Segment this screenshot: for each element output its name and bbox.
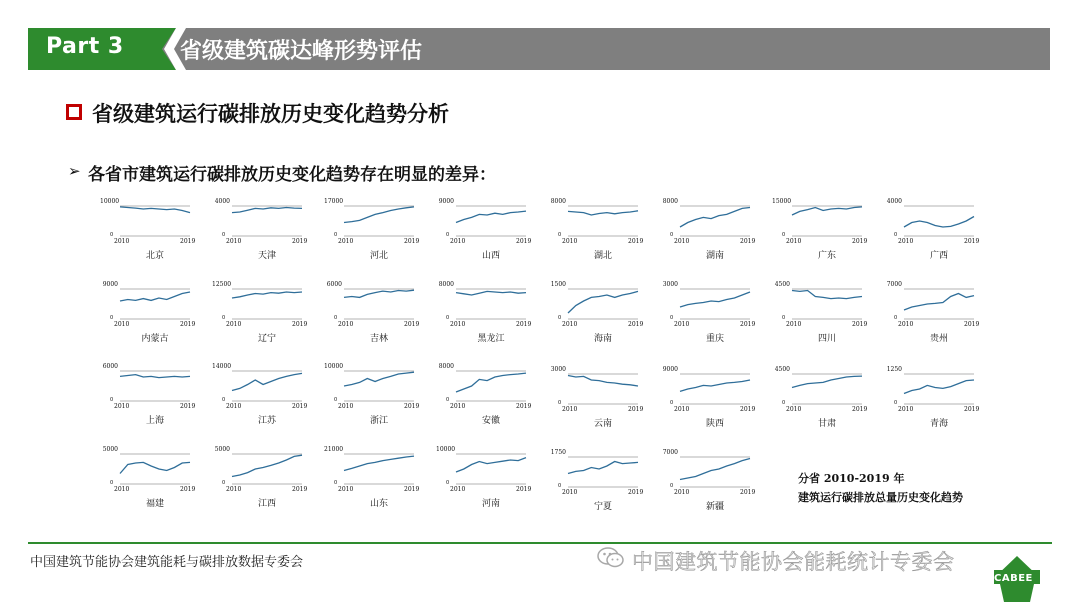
x-start-label: 2010 bbox=[562, 238, 578, 245]
x-end-label: 2019 bbox=[180, 321, 196, 328]
y-zero-label: 0 bbox=[334, 232, 338, 238]
y-max-label: 10000 bbox=[436, 446, 456, 453]
series-line-甘肃 bbox=[792, 376, 862, 387]
province-chart bbox=[324, 281, 420, 347]
x-end-label: 2019 bbox=[852, 321, 868, 328]
province-chart bbox=[100, 363, 196, 429]
series-line-黑龙江 bbox=[456, 291, 526, 295]
x-start-label: 2010 bbox=[226, 238, 242, 245]
series-line-浙江 bbox=[344, 372, 414, 386]
province-name: 贵州 bbox=[929, 334, 948, 344]
province-chart bbox=[660, 281, 756, 347]
series-line-河南 bbox=[456, 458, 526, 472]
province-name: 浙江 bbox=[369, 416, 388, 426]
x-end-label: 2019 bbox=[628, 406, 644, 413]
y-max-label: 6000 bbox=[326, 281, 342, 288]
y-max-label: 4000 bbox=[214, 198, 230, 205]
series-line-云南 bbox=[568, 376, 638, 387]
series-line-上海 bbox=[120, 375, 190, 378]
x-end-label: 2019 bbox=[180, 238, 196, 245]
series-line-天津 bbox=[232, 208, 302, 213]
x-end-label: 2019 bbox=[964, 321, 980, 328]
x-start-label: 2010 bbox=[338, 238, 354, 245]
province-chart bbox=[324, 198, 420, 264]
y-max-label: 8000 bbox=[662, 198, 678, 205]
y-max-label: 4000 bbox=[886, 198, 902, 205]
y-max-label: 4500 bbox=[774, 366, 790, 373]
province-chart bbox=[100, 281, 196, 347]
x-start-label: 2010 bbox=[226, 321, 242, 328]
x-end-label: 2019 bbox=[404, 403, 420, 410]
province-chart bbox=[548, 198, 644, 264]
x-end-label: 2019 bbox=[740, 238, 756, 245]
x-end-label: 2019 bbox=[516, 238, 532, 245]
y-max-label: 1500 bbox=[550, 281, 566, 288]
watermark-text: 中国建筑节能协会能耗统计专委会 bbox=[632, 550, 955, 574]
logo-text: CABEE bbox=[994, 573, 1033, 584]
y-max-label: 10000 bbox=[324, 363, 344, 370]
province-chart bbox=[660, 198, 756, 264]
province-chart bbox=[660, 449, 756, 515]
bullet-arrow-icon: ➢ bbox=[68, 162, 81, 180]
x-end-label: 2019 bbox=[404, 321, 420, 328]
x-end-label: 2019 bbox=[740, 489, 756, 496]
series-line-湖南 bbox=[680, 208, 750, 228]
x-start-label: 2010 bbox=[786, 406, 802, 413]
province-chart bbox=[212, 363, 308, 429]
slide-header bbox=[28, 28, 1050, 70]
y-max-label: 9000 bbox=[662, 366, 678, 373]
y-zero-label: 0 bbox=[222, 315, 226, 321]
x-end-label: 2019 bbox=[852, 406, 868, 413]
province-name: 青海 bbox=[929, 419, 948, 429]
x-end-label: 2019 bbox=[292, 486, 308, 493]
province-chart bbox=[436, 363, 532, 429]
series-line-陕西 bbox=[680, 380, 750, 391]
y-zero-label: 0 bbox=[558, 315, 562, 321]
province-name: 广东 bbox=[817, 251, 836, 261]
province-name: 北京 bbox=[145, 251, 164, 261]
province-chart bbox=[884, 281, 980, 347]
y-max-label: 5000 bbox=[102, 446, 118, 453]
y-max-label: 4500 bbox=[774, 281, 790, 288]
y-zero-label: 0 bbox=[110, 480, 114, 486]
y-zero-label: 0 bbox=[110, 397, 114, 403]
province-name: 河北 bbox=[369, 251, 388, 261]
x-start-label: 2010 bbox=[114, 321, 130, 328]
province-name: 辽宁 bbox=[257, 334, 276, 344]
y-zero-label: 0 bbox=[558, 232, 562, 238]
series-line-重庆 bbox=[680, 292, 750, 307]
y-zero-label: 0 bbox=[446, 397, 450, 403]
y-zero-label: 0 bbox=[670, 232, 674, 238]
x-start-label: 2010 bbox=[674, 489, 690, 496]
province-chart bbox=[212, 446, 308, 512]
province-chart bbox=[772, 366, 868, 432]
x-start-label: 2010 bbox=[786, 321, 802, 328]
x-start-label: 2010 bbox=[562, 406, 578, 413]
x-start-label: 2010 bbox=[786, 238, 802, 245]
x-end-label: 2019 bbox=[628, 238, 644, 245]
x-start-label: 2010 bbox=[226, 403, 242, 410]
y-zero-label: 0 bbox=[894, 400, 898, 406]
y-zero-label: 0 bbox=[894, 232, 898, 238]
y-zero-label: 0 bbox=[446, 480, 450, 486]
x-end-label: 2019 bbox=[516, 486, 532, 493]
x-end-label: 2019 bbox=[628, 489, 644, 496]
x-end-label: 2019 bbox=[516, 321, 532, 328]
province-chart bbox=[324, 446, 420, 512]
series-line-山东 bbox=[344, 456, 414, 470]
x-end-label: 2019 bbox=[180, 403, 196, 410]
chart-caption-line2: 建筑运行碳排放总量历史变化趋势 bbox=[798, 491, 963, 504]
series-line-贵州 bbox=[904, 294, 974, 311]
y-max-label: 8000 bbox=[438, 281, 454, 288]
y-max-label: 1250 bbox=[886, 366, 902, 373]
series-line-北京 bbox=[120, 207, 190, 213]
province-chart bbox=[548, 449, 644, 515]
province-name: 湖北 bbox=[593, 251, 612, 261]
x-start-label: 2010 bbox=[114, 238, 130, 245]
y-max-label: 17000 bbox=[324, 198, 344, 205]
y-max-label: 12500 bbox=[212, 281, 232, 288]
y-max-label: 21000 bbox=[324, 446, 344, 453]
x-end-label: 2019 bbox=[740, 321, 756, 328]
province-chart bbox=[884, 366, 980, 432]
province-name: 黑龙江 bbox=[477, 334, 505, 344]
series-line-山西 bbox=[456, 211, 526, 222]
x-start-label: 2010 bbox=[450, 486, 466, 493]
province-chart bbox=[660, 366, 756, 432]
y-max-label: 7000 bbox=[662, 449, 678, 456]
province-name: 江苏 bbox=[257, 416, 276, 426]
province-chart bbox=[548, 281, 644, 347]
y-max-label: 1750 bbox=[550, 449, 566, 456]
y-max-label: 8000 bbox=[550, 198, 566, 205]
x-start-label: 2010 bbox=[674, 238, 690, 245]
x-end-label: 2019 bbox=[180, 486, 196, 493]
series-line-新疆 bbox=[680, 459, 750, 480]
province-chart bbox=[100, 446, 196, 512]
province-name: 陕西 bbox=[705, 419, 724, 429]
province-name: 广西 bbox=[929, 251, 948, 261]
x-end-label: 2019 bbox=[516, 403, 532, 410]
x-start-label: 2010 bbox=[338, 486, 354, 493]
footer-divider bbox=[28, 542, 1052, 544]
y-max-label: 5000 bbox=[214, 446, 230, 453]
y-zero-label: 0 bbox=[334, 315, 338, 321]
y-zero-label: 0 bbox=[670, 483, 674, 489]
x-start-label: 2010 bbox=[450, 403, 466, 410]
x-start-label: 2010 bbox=[898, 406, 914, 413]
province-name: 天津 bbox=[257, 251, 276, 261]
y-zero-label: 0 bbox=[222, 480, 226, 486]
x-start-label: 2010 bbox=[338, 403, 354, 410]
series-line-江苏 bbox=[232, 373, 302, 390]
x-start-label: 2010 bbox=[898, 238, 914, 245]
series-line-江西 bbox=[232, 455, 302, 476]
y-zero-label: 0 bbox=[782, 315, 786, 321]
y-zero-label: 0 bbox=[110, 232, 114, 238]
y-max-label: 14000 bbox=[212, 363, 232, 370]
province-name: 湖南 bbox=[705, 251, 724, 261]
y-zero-label: 0 bbox=[558, 483, 562, 489]
province-chart bbox=[212, 198, 308, 264]
series-line-宁夏 bbox=[568, 462, 638, 474]
y-max-label: 9000 bbox=[102, 281, 118, 288]
y-max-label: 7000 bbox=[886, 281, 902, 288]
province-name: 甘肃 bbox=[817, 419, 836, 429]
province-chart bbox=[772, 281, 868, 347]
province-name: 上海 bbox=[145, 416, 164, 426]
x-start-label: 2010 bbox=[562, 489, 578, 496]
y-zero-label: 0 bbox=[782, 232, 786, 238]
x-end-label: 2019 bbox=[292, 403, 308, 410]
province-name: 河南 bbox=[481, 499, 500, 509]
series-line-青海 bbox=[904, 380, 974, 394]
y-zero-label: 0 bbox=[446, 315, 450, 321]
x-start-label: 2010 bbox=[562, 321, 578, 328]
x-end-label: 2019 bbox=[964, 238, 980, 245]
x-start-label: 2010 bbox=[898, 321, 914, 328]
province-chart bbox=[436, 281, 532, 347]
x-end-label: 2019 bbox=[628, 321, 644, 328]
y-zero-label: 0 bbox=[558, 400, 562, 406]
y-zero-label: 0 bbox=[782, 400, 786, 406]
y-max-label: 3000 bbox=[662, 281, 678, 288]
province-name: 云南 bbox=[593, 419, 612, 429]
x-end-label: 2019 bbox=[852, 238, 868, 245]
y-zero-label: 0 bbox=[222, 232, 226, 238]
province-chart bbox=[100, 198, 196, 264]
y-max-label: 6000 bbox=[102, 363, 118, 370]
province-name: 宁夏 bbox=[593, 502, 612, 512]
series-line-福建 bbox=[120, 462, 190, 473]
province-chart bbox=[772, 198, 868, 264]
province-name: 海南 bbox=[593, 334, 612, 344]
province-name: 内蒙古 bbox=[141, 334, 169, 344]
x-start-label: 2010 bbox=[674, 406, 690, 413]
province-chart bbox=[436, 446, 532, 512]
x-start-label: 2010 bbox=[226, 486, 242, 493]
y-max-label: 3000 bbox=[550, 366, 566, 373]
section-title: 省级建筑运行碳排放历史变化趋势分析 bbox=[92, 101, 449, 126]
y-zero-label: 0 bbox=[222, 397, 226, 403]
y-zero-label: 0 bbox=[110, 315, 114, 321]
series-line-河北 bbox=[344, 207, 414, 223]
province-chart bbox=[436, 198, 532, 264]
series-line-辽宁 bbox=[232, 292, 302, 298]
series-line-四川 bbox=[792, 291, 862, 299]
x-start-label: 2010 bbox=[338, 321, 354, 328]
x-end-label: 2019 bbox=[404, 486, 420, 493]
x-end-label: 2019 bbox=[964, 406, 980, 413]
y-max-label: 8000 bbox=[438, 363, 454, 370]
province-name: 重庆 bbox=[705, 334, 724, 344]
series-line-海南 bbox=[568, 291, 638, 313]
wechat-icon bbox=[596, 546, 626, 570]
series-line-湖北 bbox=[568, 211, 638, 215]
province-name: 福建 bbox=[145, 499, 164, 509]
part-label: Part 3 bbox=[46, 34, 124, 59]
province-chart bbox=[324, 363, 420, 429]
province-chart bbox=[884, 198, 980, 264]
x-end-label: 2019 bbox=[292, 321, 308, 328]
y-max-label: 15000 bbox=[772, 198, 792, 205]
x-start-label: 2010 bbox=[674, 321, 690, 328]
x-end-label: 2019 bbox=[404, 238, 420, 245]
chart-caption-line1: 分省 2010-2019 年 bbox=[798, 472, 905, 485]
y-zero-label: 0 bbox=[334, 480, 338, 486]
province-name: 新疆 bbox=[705, 502, 724, 512]
y-max-label: 10000 bbox=[100, 198, 120, 205]
province-name: 安徽 bbox=[481, 416, 500, 426]
series-line-广西 bbox=[904, 217, 974, 228]
province-chart bbox=[212, 281, 308, 347]
x-end-label: 2019 bbox=[292, 238, 308, 245]
province-name: 吉林 bbox=[369, 334, 388, 344]
section-square-icon bbox=[66, 104, 82, 120]
bullet-text: 各省市建筑运行碳排放历史变化趋势存在明显的差异： bbox=[88, 165, 496, 185]
series-line-吉林 bbox=[344, 290, 414, 297]
series-line-内蒙古 bbox=[120, 292, 190, 301]
x-start-label: 2010 bbox=[450, 238, 466, 245]
province-name: 山西 bbox=[481, 251, 500, 261]
x-end-label: 2019 bbox=[740, 406, 756, 413]
province-name: 四川 bbox=[817, 334, 836, 344]
footer-org: 中国建筑节能协会建筑能耗与碳排放数据专委会 bbox=[30, 555, 304, 570]
x-start-label: 2010 bbox=[114, 403, 130, 410]
province-chart bbox=[548, 366, 644, 432]
y-zero-label: 0 bbox=[894, 315, 898, 321]
header-title: 省级建筑碳达峰形势评估 bbox=[180, 39, 423, 64]
y-zero-label: 0 bbox=[334, 397, 338, 403]
series-line-安徽 bbox=[456, 373, 526, 392]
y-zero-label: 0 bbox=[670, 315, 674, 321]
province-name: 山东 bbox=[369, 499, 388, 509]
series-line-广东 bbox=[792, 207, 862, 215]
x-start-label: 2010 bbox=[450, 321, 466, 328]
y-zero-label: 0 bbox=[670, 400, 674, 406]
y-max-label: 9000 bbox=[438, 198, 454, 205]
x-start-label: 2010 bbox=[114, 486, 130, 493]
province-name: 江西 bbox=[257, 499, 276, 509]
y-zero-label: 0 bbox=[446, 232, 450, 238]
